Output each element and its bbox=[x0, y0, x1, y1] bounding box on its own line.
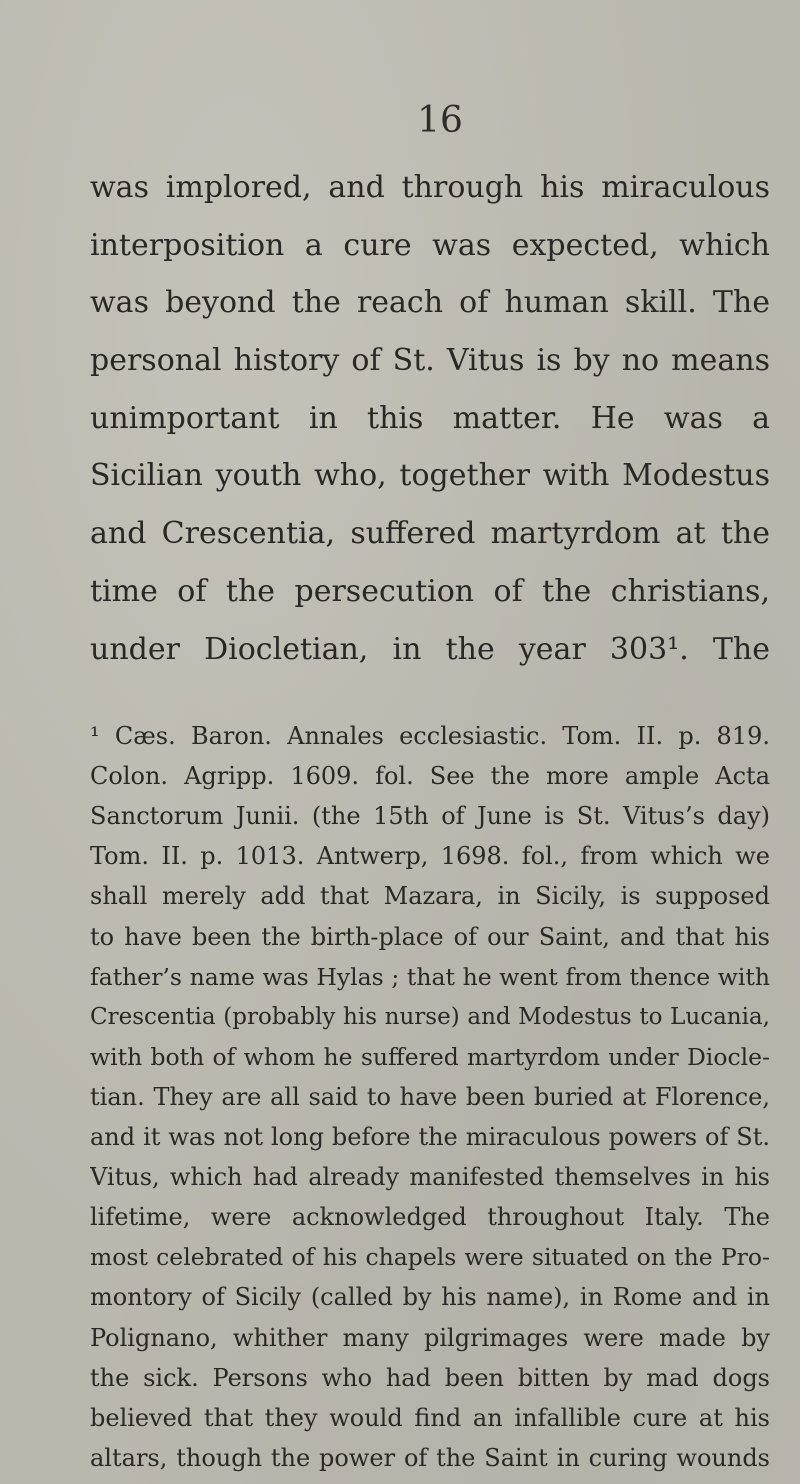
footnote-line: with both of whom he suffered martyrdom under Diocle- bbox=[90, 1042, 770, 1071]
footnote-line: Polignano, whither many pilgrimages were made by bbox=[90, 1323, 770, 1352]
footnote-line: and it was not long before the miraculous powers of St. bbox=[90, 1123, 770, 1152]
footnote-line: ¹ Cæs. Baron. Annales ecclesiastic. Tom. II. p. 819. bbox=[90, 722, 770, 750]
footnote-line: montory of Sicily (called by his name), in Rome and in bbox=[90, 1283, 770, 1312]
footnote-line: lifetime, were acknowledged throughout Italy. The bbox=[90, 1203, 770, 1232]
footnote-line: Sanctorum Junii. (the 15th of June is St. Vitus’s day) bbox=[90, 802, 770, 831]
footnote-line: altars, though the power of the Saint in curing wounds bbox=[90, 1443, 770, 1472]
body-line: unimportant in this matter. He was a bbox=[90, 401, 770, 436]
footnote-line: Tom. II. p. 1013. Antwerp, 1698. fol., from which we bbox=[90, 842, 770, 871]
footnote-line: Vitus, which had already manifested themselves in his bbox=[90, 1163, 770, 1192]
body-line: was beyond the reach of human skill. The bbox=[90, 285, 770, 320]
footnote-line: tian. They are all said to have been buried at Florence, bbox=[90, 1082, 770, 1111]
body-line: personal history of St. Vitus is by no means bbox=[90, 343, 770, 378]
body-line: was implored, and through his miraculous bbox=[90, 170, 770, 205]
footnote-line: Crescentia (probably his nurse) and Modestus to Lucania, bbox=[90, 1003, 770, 1030]
page-number: 16 bbox=[417, 100, 463, 141]
footnote-line: most celebrated of his chapels were situated on the Pro- bbox=[90, 1243, 770, 1272]
body-line: time of the persecution of the christians, bbox=[90, 574, 770, 609]
footnote-line: the sick. Persons who had been bitten by mad dogs bbox=[90, 1363, 770, 1392]
footnote-line: shall merely add that Mazara, in Sicily, is supposed bbox=[90, 882, 770, 911]
body-line: interposition a cure was expected, which bbox=[90, 228, 770, 263]
body-line: under Diocletian, in the year 303¹. The bbox=[90, 632, 770, 667]
body-line: Sicilian youth who, together with Modestus bbox=[90, 458, 770, 493]
footnote-line: believed that they would find an infallible cure at his bbox=[90, 1403, 770, 1432]
footnote-line: Colon. Agripp. 1609. fol. See the more ample Acta bbox=[90, 762, 770, 791]
footnote-line: to have been the birth-place of our Saint, and that his bbox=[90, 922, 770, 951]
body-line: and Crescentia, suffered martyrdom at the bbox=[90, 516, 770, 551]
footnote-line: father’s name was Hylas ; that he went from thence with bbox=[90, 962, 770, 991]
